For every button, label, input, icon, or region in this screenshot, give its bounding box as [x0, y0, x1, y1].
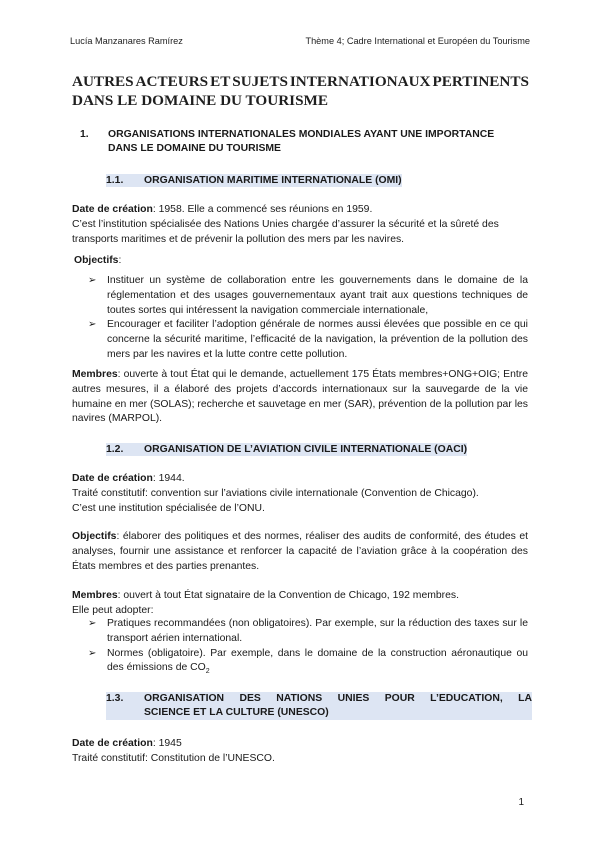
unesco-intro [72, 737, 528, 767]
unesco-traite: Traité constitutif: Constitution de l’UNESCO. [72, 752, 275, 764]
oaci-objectifs [72, 530, 528, 574]
section-title-line-1: ORGANISATIONS INTERNATIONALES MONDIALES AYANT UNE IMPORTANCE [108, 129, 495, 140]
arrow-bullet-icon: ➢ [88, 618, 97, 629]
document-title [72, 72, 532, 110]
oaci-traite: Traité constitutif: convention sur l’aviations civile internationale (Convention de Chicago). [72, 487, 479, 499]
creation-text: : 1945 [152, 738, 182, 749]
header-theme: Thème 4; Cadre International et Européen du Tourisme [305, 36, 530, 46]
list-item [88, 617, 528, 647]
heading-word: UNIES [337, 693, 370, 704]
arrow-bullet-icon: ➢ [88, 275, 97, 286]
subsection-omi-heading [106, 174, 532, 188]
objectifs-label: Objectifs [72, 531, 117, 542]
list-item [88, 318, 528, 362]
membres-text: : ouvert à tout État signataire de la Convention de Chicago, 192 membres. [117, 590, 459, 601]
heading-word: ORGANISATION [144, 693, 225, 704]
arrow-bullet-icon: ➢ [88, 319, 97, 331]
objectifs-label: Objectifs [74, 255, 119, 266]
list-item [88, 274, 528, 318]
creation-text: : 1944. [152, 473, 185, 484]
header-author: Lucía Manzanares Ramírez [70, 36, 183, 46]
heading-word: POUR [384, 693, 415, 704]
title-word: ET [210, 73, 231, 90]
creation-label: Date de création [72, 738, 153, 749]
section-title-line-2: DANS LE DOMAINE DU TOURISME [108, 142, 281, 154]
list-item [88, 647, 528, 681]
omi-objectifs-list [88, 274, 528, 363]
list-item-text: Normes (obligatoire). Par exemple, dans le domaine de la construction aéronautique ou des émissions de CO [107, 647, 528, 674]
co2-subscript: 2 [205, 668, 210, 676]
membres-label: Membres [72, 369, 118, 380]
subsection-number: 1.3. [106, 693, 124, 704]
subsection-number: 1.1. [106, 175, 124, 186]
subsection-oaci-heading [106, 443, 532, 457]
section-1-heading [80, 128, 530, 155]
oaci-adopter-list [88, 617, 528, 680]
oaci-membres [72, 589, 528, 619]
title-word: SUJETS [232, 73, 288, 90]
arrow-bullet-icon: ➢ [88, 647, 97, 659]
subsection-number: 1.2. [106, 444, 124, 455]
title-line-2: DANS LE DOMAINE DU TOURISME [72, 92, 328, 109]
section-number: 1. [80, 129, 89, 140]
unesco-heading-line-1 [106, 692, 532, 706]
objectifs-colon: : [118, 255, 122, 266]
subsection-title: ORGANISATION MARITIME INTERNATIONALE (OMI) [144, 175, 402, 186]
heading-word: LA [518, 693, 532, 704]
objectifs-text: : élaborer des politiques et des normes, réaliser des audits de conformité, des études et analyses, fournir une assistance et renforcer la capacité de l’aviation grâce à la coopération des États membres et des parties prenantes. [72, 531, 528, 572]
title-word: AUTRES [72, 73, 134, 90]
membres-label: Membres [72, 590, 118, 601]
creation-text: : 1958. Elle a commencé ses réunions en 1959. [152, 204, 373, 215]
subsection-title: ORGANISATION DE L’AVIATION CIVILE INTERNATIONALE (OACI) [144, 444, 468, 455]
unesco-heading-line-2: SCIENCE ET LA CULTURE (UNESCO) [144, 707, 329, 718]
creation-label: Date de création [72, 204, 153, 215]
list-item-text: Instituer un système de collaboration entre les gouvernements dans le domaine de la réglementation et des usages gouvernementaux ayant trait aux questions techniques de toutes sortes qui intéressent la navigation commerciale internationale, [107, 275, 528, 316]
heading-word: NATIONS [276, 693, 323, 704]
heading-word: DES [239, 693, 261, 704]
subsection-unesco-heading [106, 692, 532, 720]
list-item-text: Pratiques recommandées (non obligatoires). Par exemple, sur la réduction des taxes sur le transport aérien international. [107, 618, 528, 644]
oaci-intro [72, 472, 528, 516]
page-number: 1 [518, 797, 524, 808]
oaci-institution: C’est une institution spécialisée de l’ONU. [72, 502, 265, 514]
omi-description: C’est l’institution spécialisée des Nations Unies chargée d’assurer la sécurité et la sûreté des transports maritimes et de prévenir la pollution des mers par les navires. [72, 218, 499, 245]
title-line-1 [72, 72, 529, 91]
membres-text: : ouverte à tout État qui le demande, actuellement 175 États membres+ONG+OIG; Entre autres mesures, il a élaboré des projets d’accords internationaux sur la sauvegarde de la vie humaine en mer (SOLAS); recherche et sauvetage en mer (SAR), prévention de la pollution par les navires (MARPOL). [72, 369, 528, 425]
list-item-text: Encourager et faciliter l’adoption générale de normes aussi élevées que possible en ce qui concerne la sécurité maritime, l’efficacité de la navigation, la prévention de la pollution des mers par les navires et la lutte contre cette pollution. [107, 319, 528, 360]
title-word: ACTEURS [135, 73, 209, 90]
omi-intro [72, 203, 528, 247]
omi-membres [72, 368, 528, 427]
heading-word: L’EDUCATION, [430, 693, 503, 704]
title-word: INTERNATIONAUX [289, 73, 431, 90]
title-word: PERTINENTS [432, 73, 529, 90]
omi-objectifs-label [74, 254, 530, 269]
creation-label: Date de création [72, 473, 153, 484]
oaci-adopter: Elle peut adopter: [72, 604, 154, 616]
